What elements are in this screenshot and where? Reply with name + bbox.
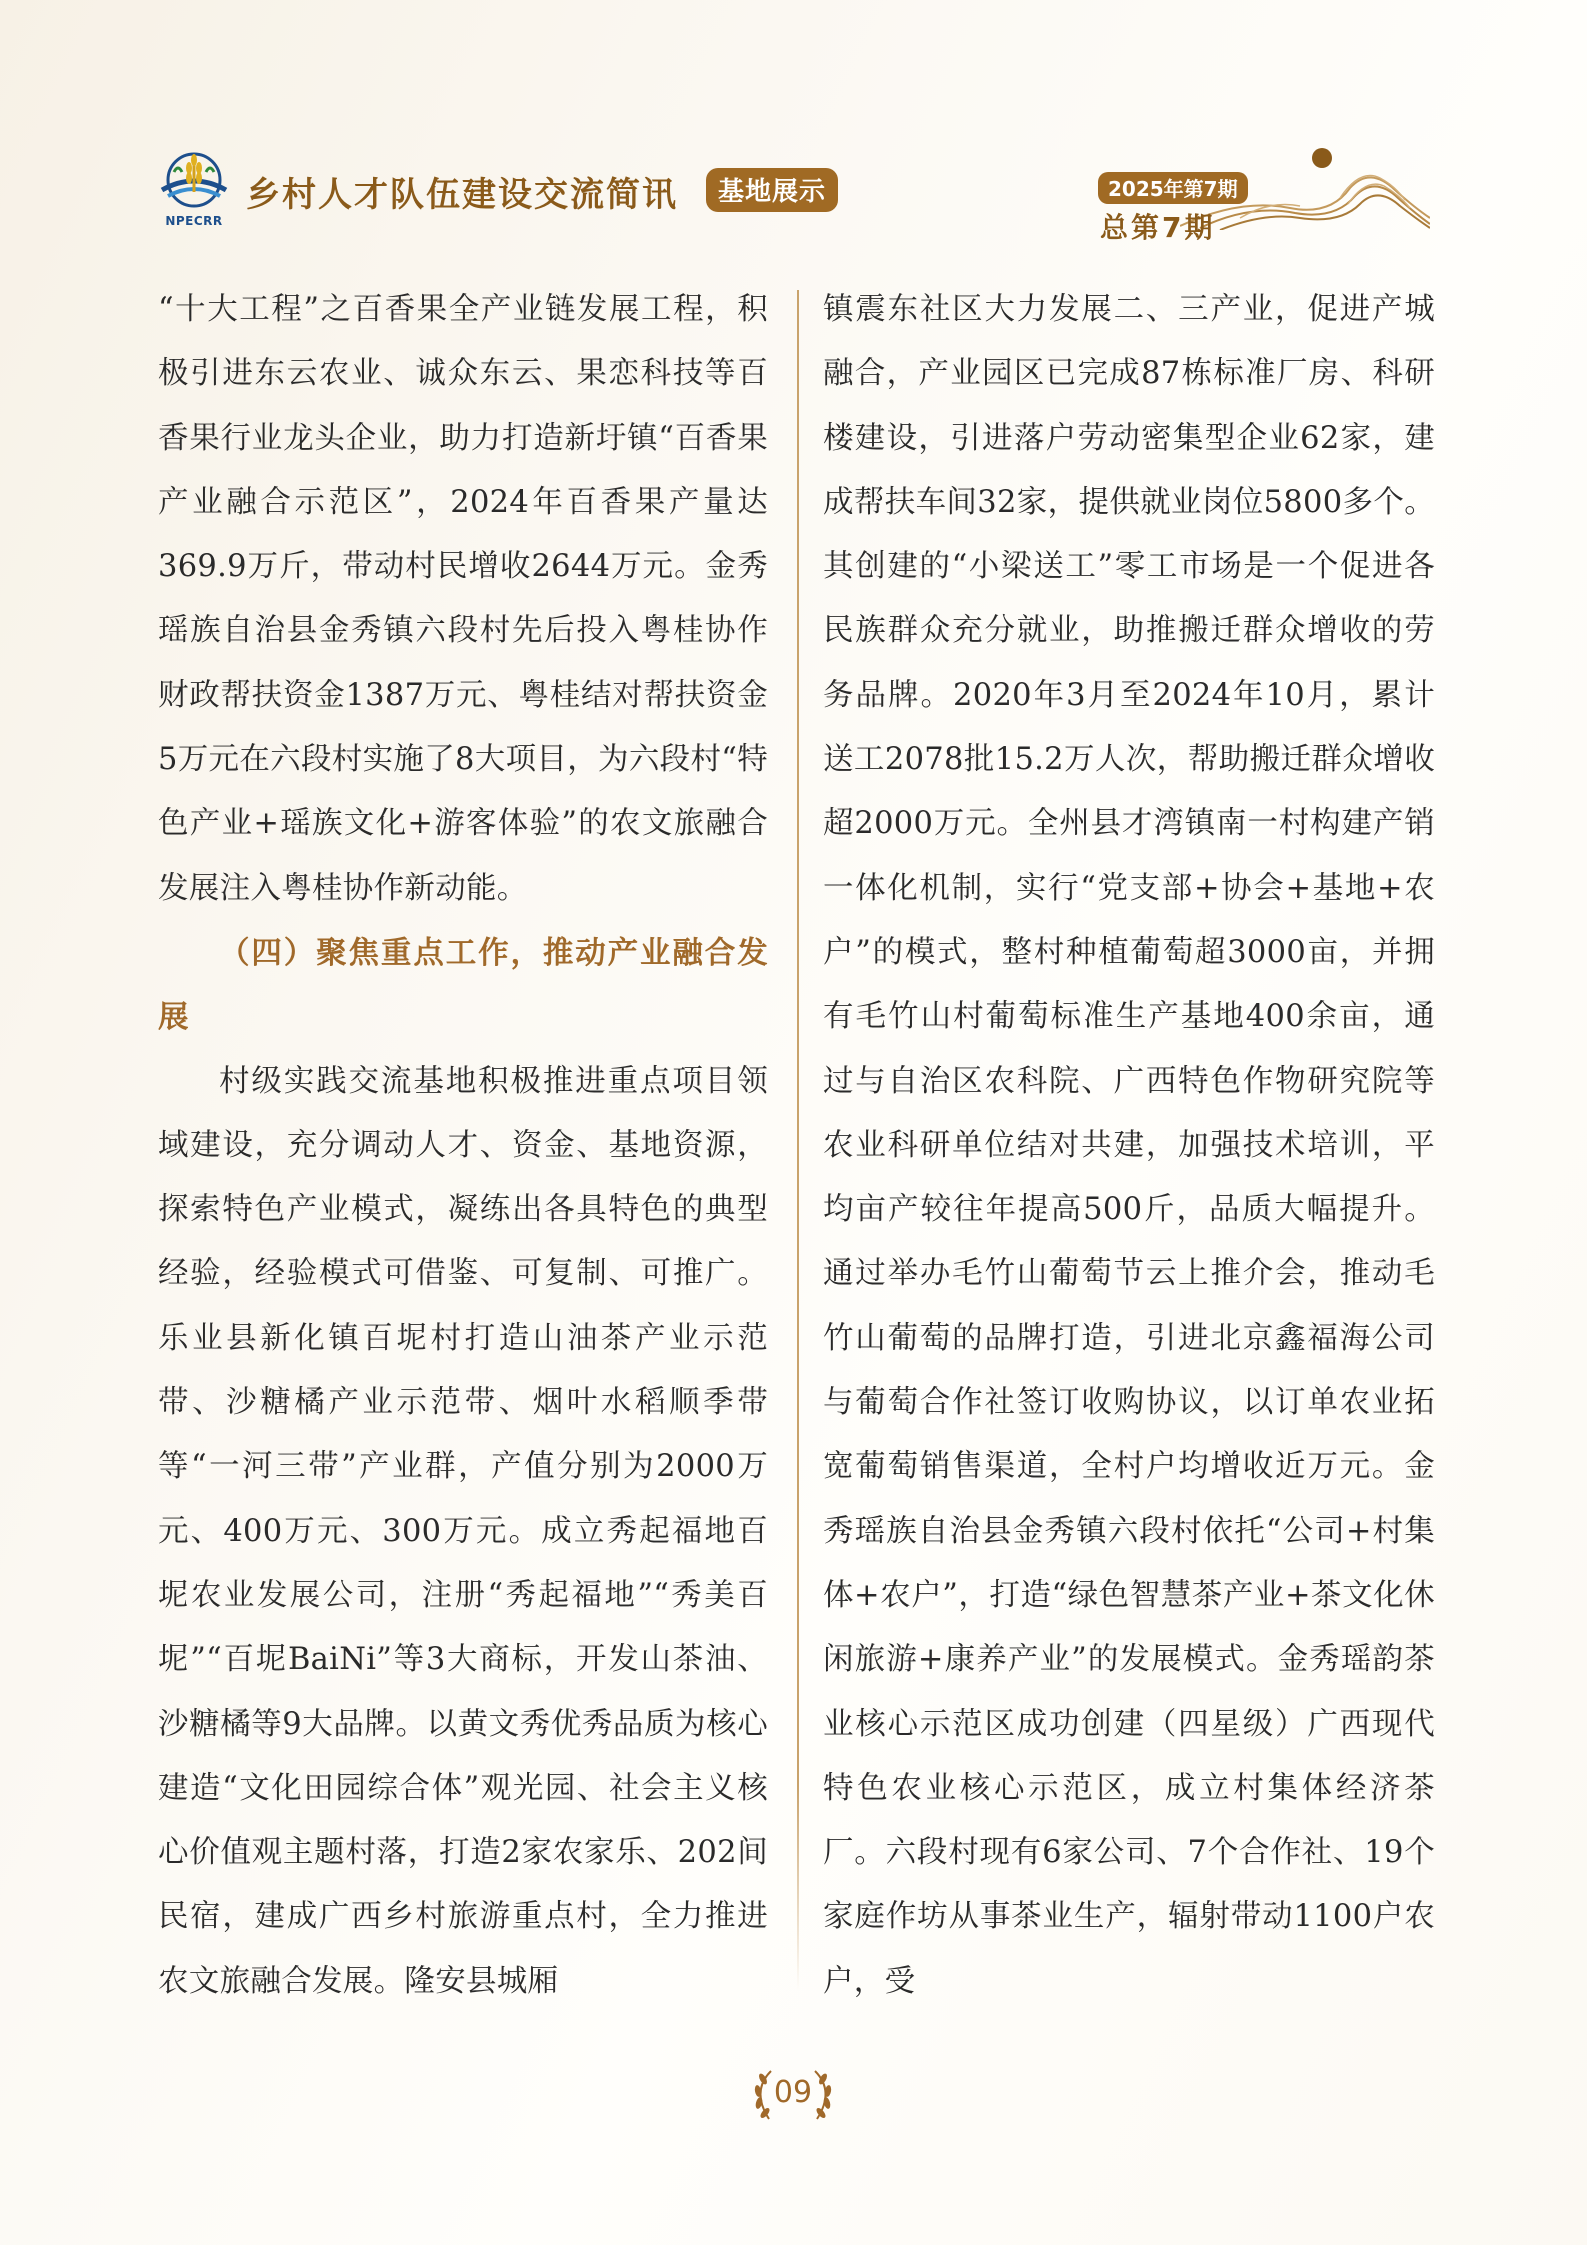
right-column <box>823 278 1435 2014</box>
left-paragraph-1: “十大工程”之百香果全产业链发展工程，积极引进东云农业、诚众东云、果恋科技等百香果行业龙头企业，助力打造新圩镇“百香果产业融合示范区”，2024年百香果产量达369.9万斤，带动村民增收2644万元。金秀瑶族自治县金秀镇六段村先后投入粤桂协作财政帮扶资金1387万元、粤桂结对帮扶资金5万元在六段村实施了8大项目，为六段村“特色产业+瑶族文化+游客体验”的农文旅融合发展注入粤桂协作新动能。 <box>158 292 768 906</box>
page-number-text: 09 <box>773 2075 813 2110</box>
column-divider <box>797 290 799 1990</box>
issue-badge: 2025年第7期 <box>1098 172 1248 204</box>
wheat-book-icon <box>152 150 236 212</box>
page-header <box>0 0 1587 250</box>
publication-title: 乡村人才队伍建设交流简讯 <box>246 175 678 215</box>
page-number <box>743 2063 843 2127</box>
right-paragraph-1: 镇震东社区大力发展二、三产业，促进产城融合，产业园区已完成87栋标准厂房、科研楼建设，引进落户劳动密集型企业62家，建成帮扶车间32家，提供就业岗位5800多个。其创建的“小梁送工”零工市场是一个促进各民族群众充分就业，助推搬迁群众增收的劳务品牌。2020年3月至2024年10月，累计送工2078批15.2万人次，帮助搬迁群众增收超2000万元。全州县才湾镇南一村构建产销一体化机制，实行“党支部+协会+基地+农户”的模式，整村种植葡萄超3000亩，并拥有毛竹山村葡萄标准生产基地400余亩，通过与自治区农科院、广西特色作物研究院等农业科研单位结对共建，加强技术培训，平均亩产较往年提高500斤，品质大幅提升。通过举办毛竹山葡萄节云上推介会，推动毛竹山葡萄的品牌打造，引进北京鑫福海公司与葡萄合作社签订收购协议，以订单农业拓宽葡萄销售渠道，全村户均增收近万元。金秀瑶族自治县金秀镇六段村依托“公司+村集体+农户”，打造“绿色智慧茶产业+茶文化休闲旅游+康养产业”的发展模式。金秀瑶韵茶业核心示范区成功创建（四星级）广西现代特色农业核心示范区，成立村集体经济茶厂。六段村现有6家公司、7个合作社、19个家庭作坊从事茶业生产，辐射带动1100户农户，受 <box>823 292 1435 1999</box>
total-issue: 总第7期 <box>1100 211 1216 244</box>
logo-text: NPECRR <box>165 214 223 228</box>
section-subheading: （四）聚焦重点工作，推动产业融合发展 <box>158 934 768 1036</box>
left-column <box>158 278 768 2014</box>
left-paragraph-2: 村级实践交流基地积极推进重点项目领域建设，充分调动人才、资金、基地资源，探索特色产业模式，凝练出各具特色的典型经验，经验模式可借鉴、可复制、可推广。乐业县新化镇百坭村打造山油茶产业示范带、沙糖橘产业示范带、烟叶水稻顺季带等“一河三带”产业群，产值分别为2000万元、400万元、300万元。成立秀起福地百坭农业发展公司，注册“秀起福地”“秀美百坭”“百坭BaiNi”等3大商标，开发山茶油、沙糖橘等9大品牌。以黄文秀优秀品质为核心建造“文化田园综合体”观光园、社会主义核心价值观主题村落，打造2家农家乐、202间民宿，建成广西乡村旅游重点村，全力推进农文旅融合发展。隆安县城厢 <box>158 1063 768 1999</box>
section-badge: 基地展示 <box>706 168 838 212</box>
npecrr-logo <box>152 150 236 228</box>
